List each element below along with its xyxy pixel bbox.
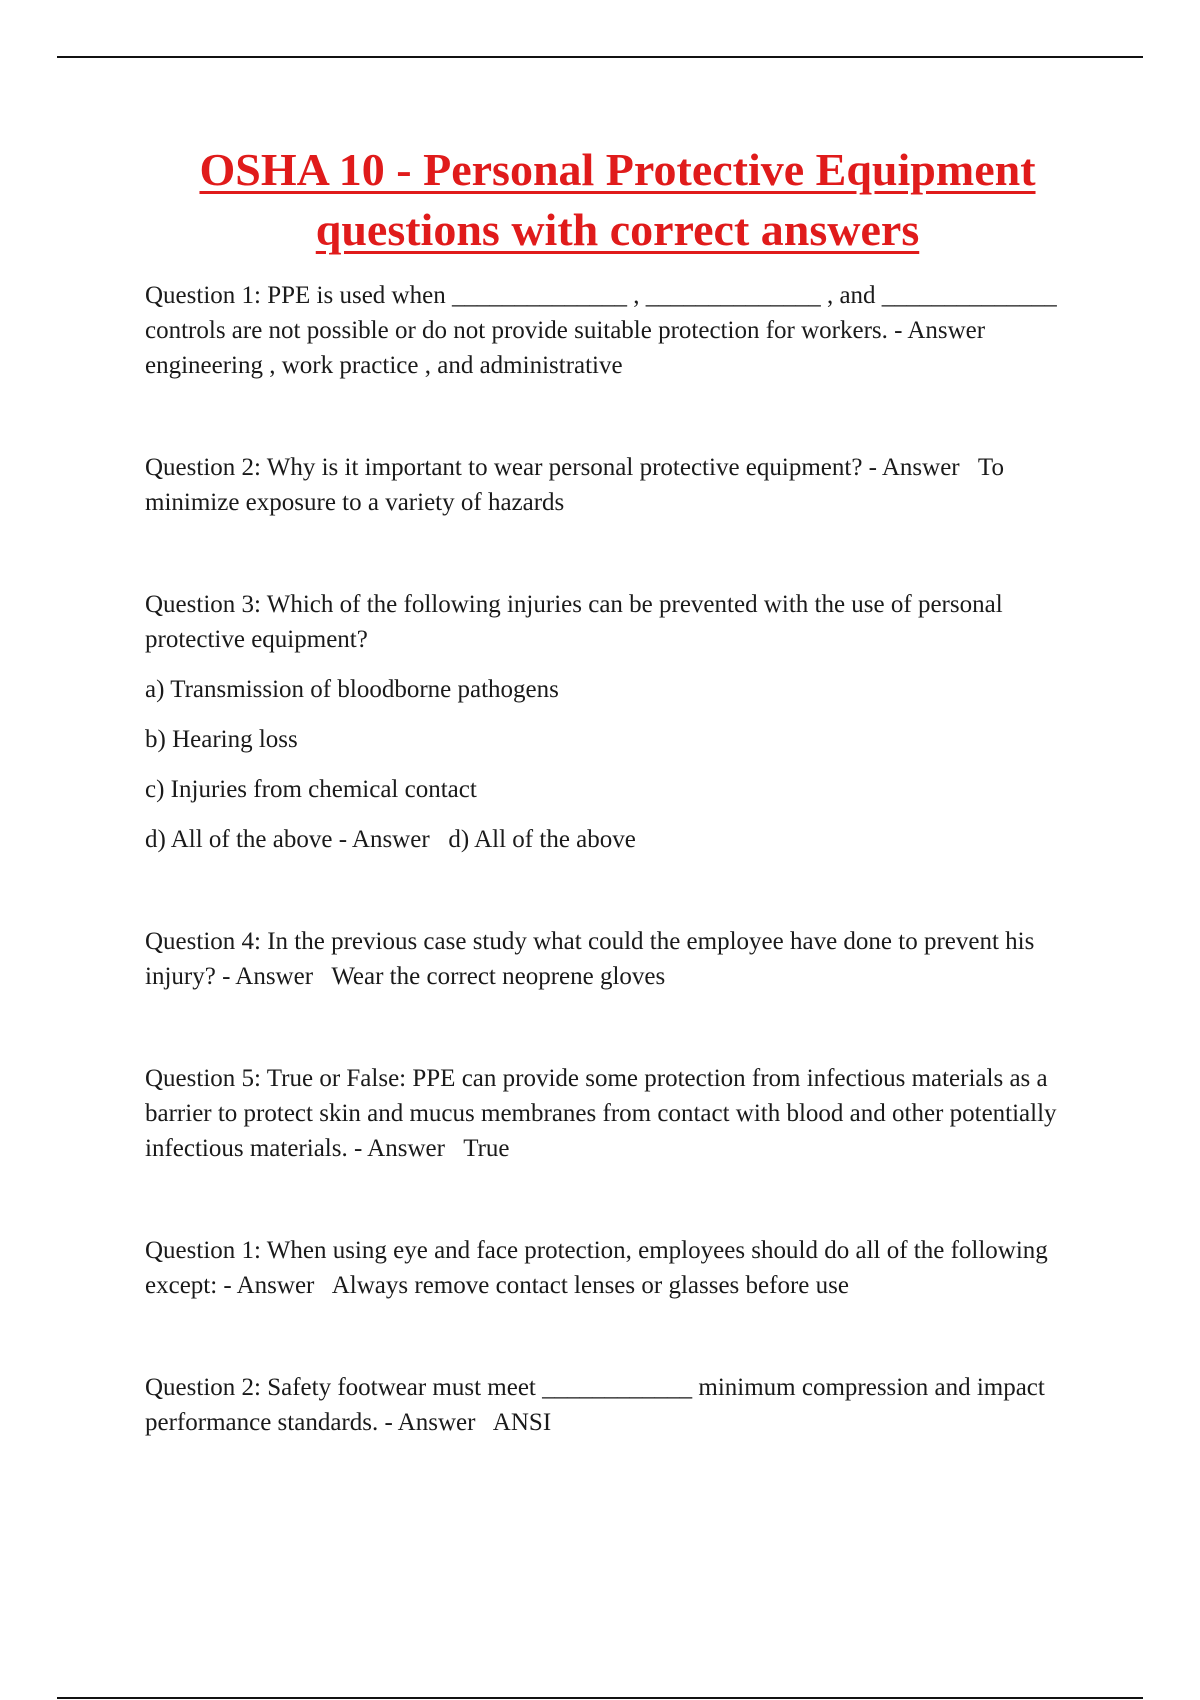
question-2-why-ppe: Question 2: Why is it important to wear personal protective equipment? - Answer To minimize exposure to a variety of hazards (145, 454, 1011, 516)
bottom-rule (57, 1697, 1143, 1699)
spacer (145, 1166, 1090, 1233)
question-1-ppe-controls: Question 1: PPE is used when ______________ , ______________ , and ______________ controls are not possible or do not provide suitable protection for workers. - Answer engineering , work practice , and administrative (145, 282, 1064, 379)
question-3-option-c: c) Injuries from chemical contact (145, 776, 477, 803)
title-line-1: OSHA 10 - Personal Protective Equipment (199, 144, 1036, 195)
question-3-injuries: Question 3: Which of the following injuries can be prevented with the use of personal protective equipment? (145, 591, 1009, 653)
question-eye-face-protection: Question 1: When using eye and face protection, employees should do all of the following except: - Answer Always remove contact lenses or glasses before use (145, 1237, 1055, 1299)
spacer (145, 383, 1090, 450)
spacer (145, 857, 1090, 924)
document-page (145, 140, 1090, 1440)
title-line-2: questions with correct answers (315, 204, 920, 255)
question-safety-footwear: Question 2: Safety footwear must meet ____________ minimum compression and impact performance standards. - Answer ANSI (145, 1374, 1052, 1436)
spacer (145, 1303, 1090, 1370)
question-5-true-false: Question 5: True or False: PPE can provide some protection from infectious materials as a barrier to protect skin and mucus membranes from contact with blood and other potentially infectious materials. - Answer True (145, 1065, 1063, 1162)
top-rule (57, 56, 1143, 58)
question-3-option-b: b) Hearing loss (145, 726, 298, 753)
question-3-option-a: a) Transmission of bloodborne pathogens (145, 676, 559, 703)
spacer (145, 994, 1090, 1061)
document-title (145, 140, 1090, 260)
spacer (145, 520, 1090, 587)
question-3-option-d: d) All of the above - Answer d) All of the above (145, 826, 636, 853)
question-4-case-study: Question 4: In the previous case study what could the employee have done to prevent his injury? - Answer Wear the correct neoprene gloves (145, 928, 1041, 990)
